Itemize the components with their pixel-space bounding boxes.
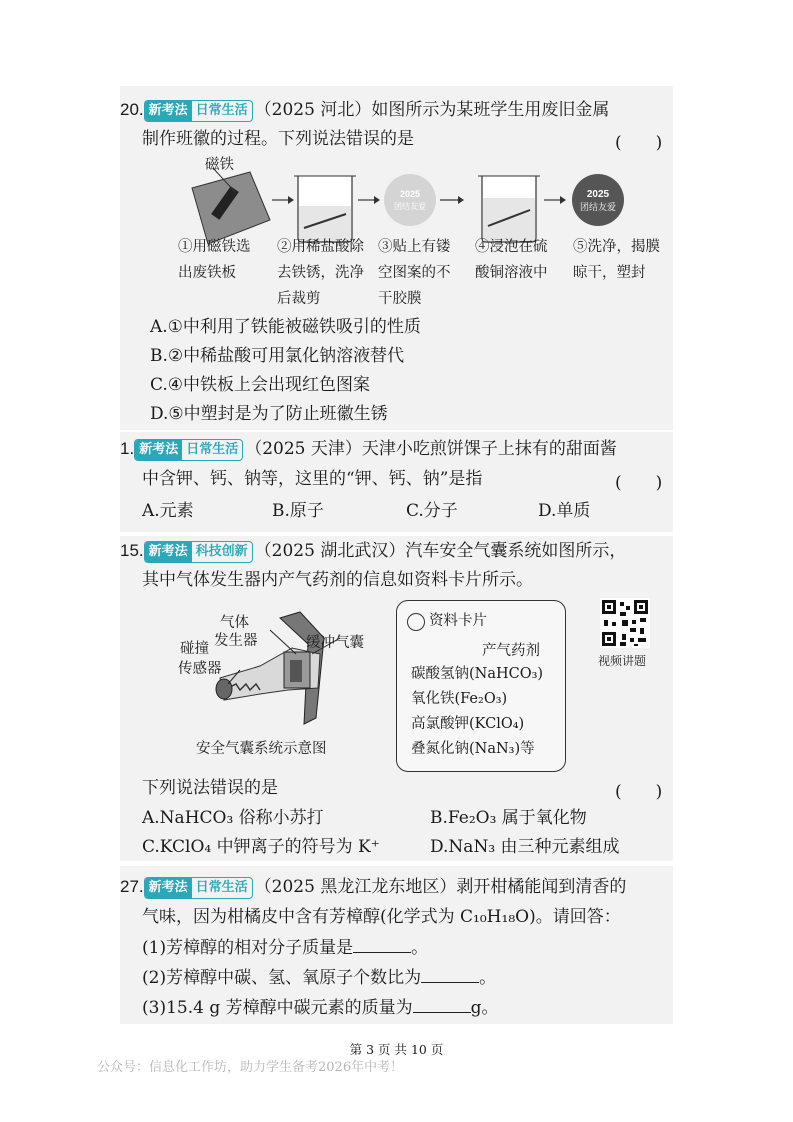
answer-blank-3[interactable] <box>413 996 471 1013</box>
question-15-line1 <box>120 540 626 563</box>
label-sensor-1: 碰撞 <box>180 641 209 657</box>
caption-3-line2: 空图案的不 <box>378 265 451 281</box>
caption-4-line2: 酸铜溶液中 <box>475 265 548 281</box>
question-27-line2: 气味，因为柑橘皮中含有芳樟醇(化学式为 C₁₀H₁₈O)。请回答： <box>142 907 621 927</box>
question-number: 15. <box>120 541 144 560</box>
card-subtitle: 产气药剂 <box>482 643 540 659</box>
page-footer: 第 3 页 共 10 页 <box>349 1042 444 1057</box>
option-a[interactable]: A.元素 <box>142 501 194 521</box>
answer-blank-2[interactable] <box>421 966 479 983</box>
sub-question-2-text: (2)芳樟醇中碳、氢、氧原子个数比为 <box>142 968 422 988</box>
sub-question-1 <box>142 936 428 959</box>
question-number: 20. <box>120 100 144 119</box>
card-item-4: 叠氮化钠(NaN₃)等 <box>411 741 535 757</box>
badge-pale <box>384 174 436 226</box>
question-20-card <box>120 86 673 430</box>
option-a[interactable]: A.NaHCO₃ 俗称小苏打 <box>142 808 324 828</box>
caption-2-line1: ②用稀盐酸除 <box>277 239 364 255</box>
sub-question-1-end: 。 <box>411 938 429 958</box>
caption-5-line1: ⑤洗净，揭膜 <box>573 239 660 255</box>
question-27-line1 <box>120 876 626 899</box>
tag-sub: 科技创新 <box>195 543 248 559</box>
option-d[interactable]: D.⑤中塑封是为了防止班徽生锈 <box>150 404 388 424</box>
sub-question-2-end: 。 <box>479 968 497 988</box>
figure-caption: 安全气囊系统示意图 <box>196 741 327 757</box>
card-item-2: 氧化铁(Fe₂O₃) <box>411 691 508 707</box>
card-title: 资料卡片 <box>429 613 487 629</box>
beaker-hcl <box>294 176 356 242</box>
badge-dark-top: 2025 <box>586 189 610 200</box>
question-text: （2025 河北）如图所示为某班学生用废旧金属 <box>254 100 610 120</box>
caption-3-line3: 干胶膜 <box>378 291 422 307</box>
qr-code-icon[interactable] <box>600 598 650 648</box>
caption-5-line2: 晾干，塑封 <box>573 265 646 281</box>
question-text: （2025 黑龙江龙东地区）剥开柑橘能闻到清香的 <box>254 877 627 897</box>
label-gas-generator-2: 发生器 <box>214 633 258 649</box>
caption-2-line3: 后裁剪 <box>277 291 321 307</box>
iron-sheet <box>192 172 270 244</box>
badge-dark-bottom: 团结友爱 <box>579 203 617 213</box>
option-c[interactable]: C.分子 <box>406 501 458 521</box>
tag-main: 新考法 <box>145 101 192 121</box>
option-d[interactable]: D.单质 <box>538 501 591 521</box>
option-b[interactable]: B.原子 <box>272 501 324 521</box>
badge-pale-top: 2025 <box>399 189 421 199</box>
answer-paren: ( ) <box>615 133 663 153</box>
question-1-line2: 中含钾、钙、钠等，这里的“钾、钙、钠”是指 <box>142 469 483 489</box>
option-c[interactable]: C.KClO₄ 中钾离子的符号为 K⁺ <box>142 837 380 857</box>
option-c[interactable]: C.④中铁板上会出现红色图案 <box>150 375 371 395</box>
question-20-line1 <box>120 99 609 122</box>
card-item-3: 高氯酸钾(KClO₄) <box>411 716 525 732</box>
answer-paren: ( ) <box>615 782 663 802</box>
question-1-card <box>120 432 673 532</box>
label-airbag: 缓冲气囊 <box>306 635 364 651</box>
question-15-line2: 其中气体发生器内产气药剂的信息如资料卡片所示。 <box>142 570 533 590</box>
caption-4-line1: ④浸泡在硫 <box>475 239 548 255</box>
tag-sub: 日常生活 <box>195 102 248 118</box>
sub-question-2 <box>142 966 496 989</box>
sub-question-1-text: (1)芳樟醇的相对分子质量是 <box>142 938 354 958</box>
label-gas-generator-1: 气体 <box>220 615 249 631</box>
tag-main: 新考法 <box>145 542 192 562</box>
badge-dark <box>572 174 624 226</box>
data-card <box>396 600 566 772</box>
option-a[interactable]: A.①中利用了铁能被磁铁吸引的性质 <box>150 317 421 337</box>
question-number: 1. <box>120 439 135 458</box>
question-27-card <box>120 866 673 1024</box>
question-15-card <box>120 536 673 861</box>
caption-1-line2: 出废铁板 <box>178 265 236 281</box>
caption-2-line2: 去铁锈，洗净 <box>277 265 364 281</box>
beaker-cuso4 <box>478 176 540 242</box>
label-sensor-2: 传感器 <box>178 661 222 677</box>
question-1-line1 <box>120 438 617 461</box>
sub-question-3 <box>142 996 499 1019</box>
tag-main: 新考法 <box>135 440 182 460</box>
option-b[interactable]: B.②中稀盐酸可用氯化钠溶液替代 <box>150 346 405 366</box>
question-text: （2025 湖北武汉）汽车安全气囊系统如图所示， <box>254 541 627 561</box>
caption-1-line1: ①用磁铁选 <box>178 239 251 255</box>
question-15-stem: 下列说法错误的是 <box>142 778 278 798</box>
process-figure <box>120 148 673 248</box>
tag-sub: 日常生活 <box>186 441 239 457</box>
question-tag <box>144 541 253 563</box>
question-20-line2: 制作班徽的过程。下列说法错误的是 <box>142 129 414 149</box>
option-d[interactable]: D.NaN₃ 由三种元素组成 <box>430 837 620 857</box>
tag-sub: 日常生活 <box>195 879 248 895</box>
card-icon <box>407 613 425 631</box>
caption-3-line1: ③贴上有镂 <box>378 239 451 255</box>
question-tag <box>144 100 253 122</box>
question-tag <box>134 439 243 461</box>
sub-question-3-end: g。 <box>470 998 499 1018</box>
badge-pale-bottom: 团结友爱 <box>394 202 426 211</box>
answer-blank-1[interactable] <box>353 936 411 953</box>
magnet-label: 磁铁 <box>205 157 234 173</box>
card-item-1: 碳酸氢钠(NaHCO₃) <box>411 666 544 682</box>
qr-caption: 视频讲题 <box>598 654 647 668</box>
answer-paren: ( ) <box>615 473 663 493</box>
option-b[interactable]: B.Fe₂O₃ 属于氧化物 <box>430 808 587 828</box>
watermark: 公众号：信息化工作坊，助力学生备考2026年中考！ <box>97 1060 404 1075</box>
question-tag <box>144 877 253 899</box>
question-number: 27. <box>120 877 144 896</box>
tag-main: 新考法 <box>145 878 192 898</box>
question-text: （2025 天津）天津小吃煎饼馃子上抹有的甜面酱 <box>245 439 617 459</box>
sub-question-3-text: (3)15.4 g 芳樟醇中碳元素的质量为 <box>142 998 413 1018</box>
